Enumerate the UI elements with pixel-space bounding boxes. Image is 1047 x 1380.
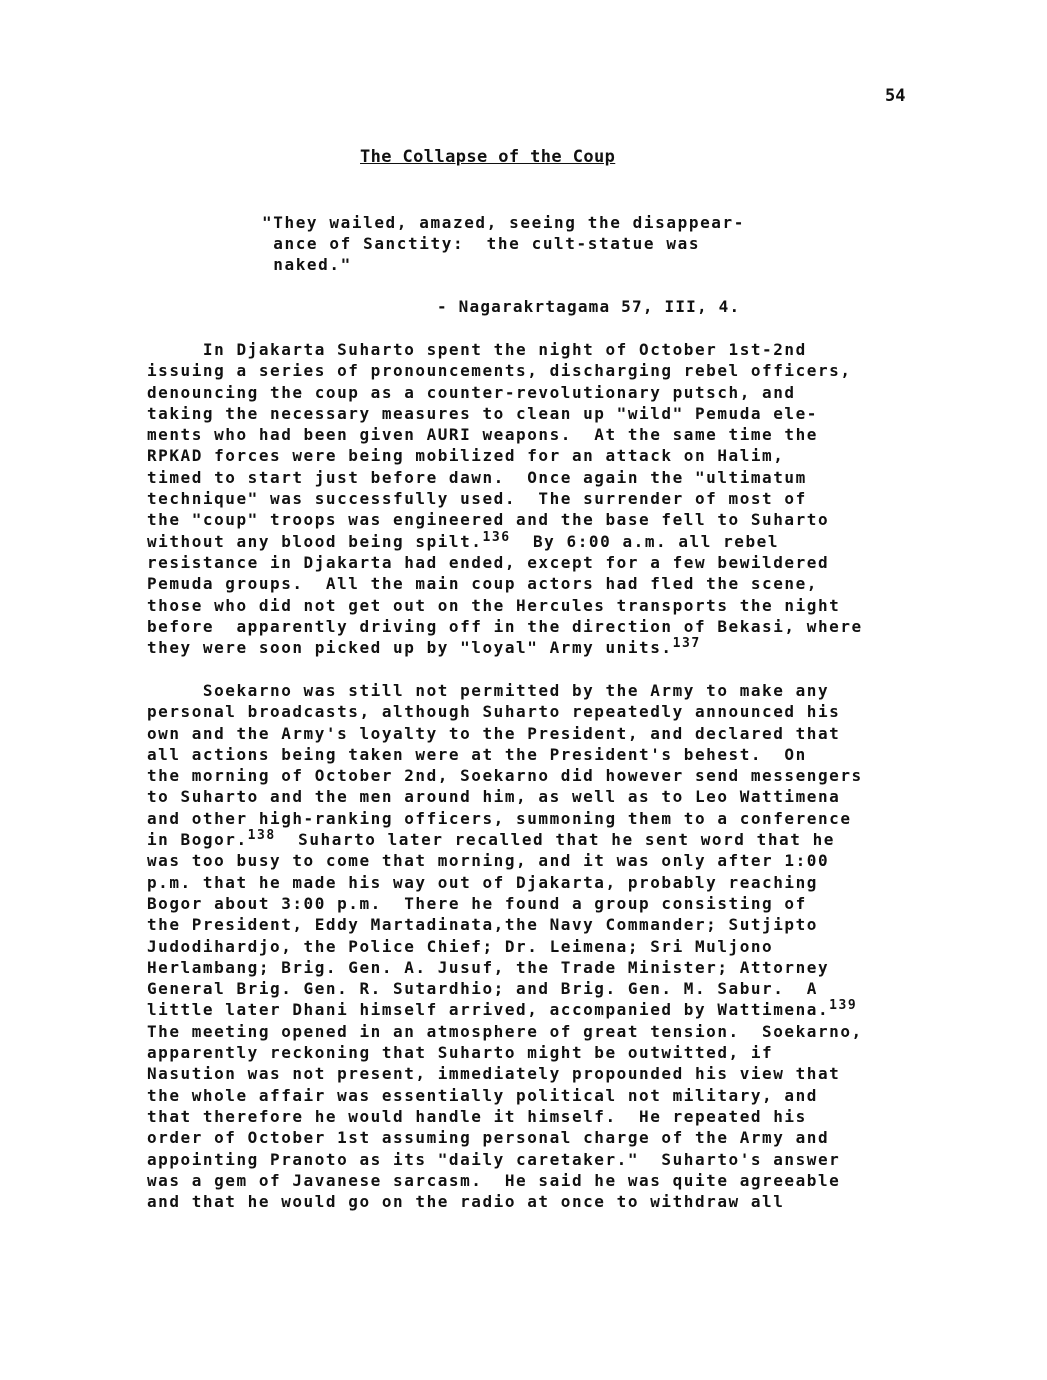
text-line-with-footnote xyxy=(147,637,967,658)
text-line: technique" was successfully used. The surrender of most of xyxy=(147,489,807,509)
text-segment: they were soon picked up by "loyal" Army units. xyxy=(147,638,673,658)
footnote-ref-136: 136 xyxy=(482,529,511,545)
text-line: taking the necessary measures to clean up "wild" Pemuda ele- xyxy=(147,403,818,423)
text-line: resistance in Djakarta had ended, except for a few bewildered xyxy=(147,552,830,572)
text-line: that therefore he would handle it himself. He repeated his xyxy=(147,1106,807,1126)
text-line: denouncing the coup as a counter-revolutionary putsch, and xyxy=(147,382,796,402)
epigraph-source: - Nagarakrtagama 57, III, 4. xyxy=(437,297,741,316)
text-line: In Djakarta Suharto spent the night of October 1st-2nd xyxy=(147,340,807,359)
text-line: those who did not get out on the Hercules transports the night xyxy=(147,595,841,615)
paragraph-1 xyxy=(147,339,967,658)
text-line: to Suharto and the men around him, as well as to Leo Wattimena xyxy=(147,787,841,807)
text-segment: Suharto later recalled that he sent word that he xyxy=(275,830,835,850)
text-line: ments who had been given AURI weapons. At the same time the xyxy=(147,425,818,445)
text-line-with-footnote xyxy=(147,999,967,1020)
epigraph-quote xyxy=(262,212,862,275)
text-line: General Brig. Gen. R. Sutardhio; and Brig. Gen. M. Sabur. A xyxy=(147,979,818,999)
text-line: The meeting opened in an atmosphere of great tension. Soekarno, xyxy=(147,1021,863,1041)
text-line: was a gem of Javanese sarcasm. He said he was quite agreeable xyxy=(147,1170,841,1190)
text-segment: without any blood being spilt. xyxy=(147,531,483,551)
text-line: was too busy to come that morning, and it was only after 1:00 xyxy=(147,851,830,871)
footnote-ref-137: 137 xyxy=(672,636,701,652)
text-line: RPKAD forces were being mobilized for an attack on Halim, xyxy=(147,446,785,466)
text-segment: By 6:00 a.m. all rebel xyxy=(510,531,780,551)
text-line: the "coup" troops was engineered and the base fell to Suharto xyxy=(147,510,830,530)
epigraph-line: ance of Sanctity: the cult-statue was xyxy=(262,234,701,253)
text-segment: in Bogor. xyxy=(147,830,248,850)
text-line: the whole affair was essentially political not military, and xyxy=(147,1085,818,1105)
text-line: apparently reckoning that Suharto might be outwitted, if xyxy=(147,1043,774,1063)
text-line: order of October 1st assuming personal charge of the Army and xyxy=(147,1128,830,1148)
text-line: Soekarno was still not permitted by the Army to make any xyxy=(147,681,830,700)
text-segment: little later Dhani himself arrived, accompanied by Wattimena. xyxy=(147,1000,830,1020)
text-line: issuing a series of pronouncements, discharging rebel officers, xyxy=(147,361,852,381)
text-line: Herlambang; Brig. Gen. A. Jusuf, the Trade Minister; Attorney xyxy=(147,957,830,977)
epigraph-line: "They wailed, amazed, seeing the disappear- xyxy=(262,213,746,232)
text-line: and other high-ranking officers, summoning them to a conference xyxy=(147,808,852,828)
footnote-ref-139: 139 xyxy=(829,998,858,1014)
text-line: and that he would go on the radio at once to withdraw all xyxy=(147,1192,785,1212)
text-line-with-footnote xyxy=(147,531,967,552)
text-line: appointing Pranoto as its "daily caretaker." Suharto's answer xyxy=(147,1149,841,1169)
text-line: personal broadcasts, although Suharto repeatedly announced his xyxy=(147,702,841,722)
text-line: timed to start just before dawn. Once again the "ultimatum xyxy=(147,467,807,487)
text-line: Judodihardjo, the Police Chief; Dr. Leimena; Sri Muljono xyxy=(147,936,774,956)
text-line: the President, Eddy Martadinata,the Navy Commander; Sutjipto xyxy=(147,915,818,935)
text-line: all actions being taken were at the President's behest. On xyxy=(147,744,807,764)
epigraph-line: naked." xyxy=(262,255,352,274)
text-line: p.m. that he made his way out of Djakarta, probably reaching xyxy=(147,872,818,892)
text-line: Bogor about 3:00 p.m. There he found a group consisting of xyxy=(147,893,807,913)
text-line: the morning of October 2nd, Soekarno did however send messengers xyxy=(147,766,863,786)
page-number: 54 xyxy=(885,86,906,106)
text-line: before apparently driving off in the direction of Bekasi, where xyxy=(147,616,863,636)
paragraph-2 xyxy=(147,680,967,1212)
text-line-with-footnote xyxy=(147,829,967,850)
text-line: own and the Army's loyalty to the President, and declared that xyxy=(147,723,841,743)
chapter-title: The Collapse of the Coup xyxy=(360,147,616,167)
footnote-ref-138: 138 xyxy=(247,828,276,844)
text-line: Pemuda groups. All the main coup actors had fled the scene, xyxy=(147,574,818,594)
text-line: Nasution was not present, immediately propounded his view that xyxy=(147,1064,841,1084)
